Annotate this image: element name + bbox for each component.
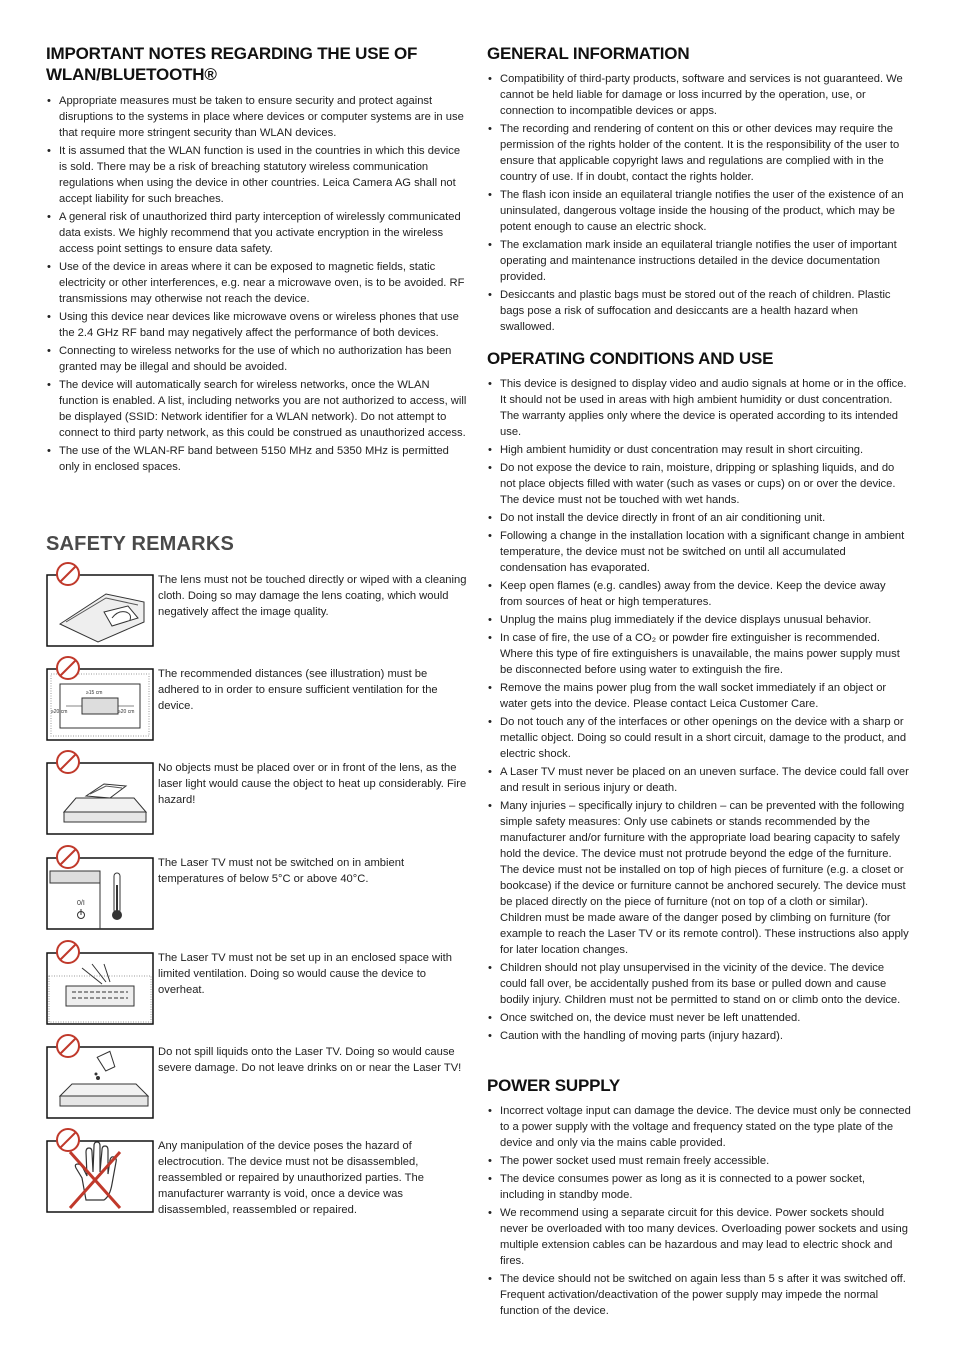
safety-item — [46, 656, 470, 740]
list-item: • In case of fire, the use of a CO₂ or powder fire extinguisher is recommended. Where this type of fire extinguishers is unavailable, the mains power supply must be disconnected before using water to extinguish the fire. — [487, 630, 911, 678]
list-item: • Use of the device in areas where it can be exposed to magnetic fields, static electricity or other interferences, e.g. near a microwave oven, is to be avoided. RF transmissions may otherwise not reach the device. — [46, 259, 470, 307]
list-item: • Remove the mains power plug from the wall socket immediately if an object or water gets into the device. Please contact Leica Customer Care. — [487, 680, 911, 712]
power-list — [487, 1103, 911, 1321]
list-item: • It is assumed that the WLAN function is used in the countries in which this device is sold. There may be a risk of breaching statutory wireless communication regulations when using the device in other countries. Leica Camera AG shall not accept liability for such breaches. — [46, 143, 470, 207]
wlan-list — [46, 93, 470, 477]
list-item: • The device will automatically search for wireless networks, once the WLAN function is enabled. A list, including networks you are not authorized to access, will be displayed (SSID: Network identifier for a WLAN network). Do not attempt to connect to third party network, as this could be construed as unauthorized access. — [46, 377, 470, 441]
list-item: • The device should not be switched on again less than 5 s after it was switched off. Frequent activation/deactivation of the power supply may impede the normal function of the device. — [487, 1271, 911, 1319]
list-item: • Desiccants and plastic bags must be stored out of the reach of children. Plastic bags pose a risk of suffocation and desiccants are a health hazard when swallowed. — [487, 287, 911, 335]
svg-text:0/I: 0/I — [77, 900, 85, 907]
enclosed-space-prohibited-icon — [46, 940, 154, 1024]
list-item: • This device is designed to display video and audio signals at home or in the office. It should not be used in areas with high ambient humidity or dust concentration. The warranty applies only where the device is operated according to its intended use. — [487, 376, 911, 440]
safety-title: SAFETY REMARKS — [46, 533, 235, 555]
safety-item — [46, 1128, 470, 1216]
list-item: • Compatibility of third-party products, software and services is not guaranteed. We cannot be held liable for damage or loss incurred by the operation, use, or connection to incompatible devices or apps. — [487, 71, 911, 119]
safety-item — [46, 562, 470, 646]
list-item: • Do not install the device directly in front of an air conditioning unit. — [487, 510, 911, 526]
distance-label-left: ≥20 cm — [51, 709, 68, 715]
spill-liquid-prohibited-icon — [46, 1034, 154, 1118]
list-item: • The device consumes power as long as it is connected to a power socket, including in standby mode. — [487, 1171, 911, 1203]
general-title: GENERAL INFORMATION — [487, 44, 690, 63]
list-item: • We recommend using a separate circuit for this device. Power sockets should never be overloaded with too many devices. Overloading power sockets and using multiple extension cables can be hazardous and may lead to electric shock and fires. — [487, 1205, 911, 1269]
list-item: • Appropriate measures must be taken to ensure security and protect against disruptions to the systems in place where devices or computer systems are in use that require more stringent security than WLAN devices. — [46, 93, 470, 141]
safety-text: No objects must be placed over or in front of the lens, as the laser light would cause the object to heat up considerably. Fire hazard! — [158, 762, 467, 806]
safety-text: The Laser TV must not be switched on in ambient temperatures of below 5°C or above 40°C. — [158, 857, 405, 885]
safety-item — [46, 845, 470, 929]
list-item: • Children should not play unsupervised in the vicinity of the device. The device could fall over, be accidentally pushed from its base or pulled down and cause bodily injury. Children must not be permitted to stand on or climb onto the device. — [487, 960, 911, 1008]
list-item: • Following a change in the installation location with a significant change in ambient temperature, the device must not be switched on until all accumulated condensation has evaporated. — [487, 528, 911, 576]
list-item: • Incorrect voltage input can damage the device. The device must only be connected to a power supply with the voltage and frequency stated on the type plate of the device and only via the mains cable provided. — [487, 1103, 911, 1151]
list-item: • A general risk of unauthorized third party interception of wirelessly communicated data exists. We highly recommend that you activate encryption in the wireless access point settings to ensure data safety. — [46, 209, 470, 257]
safety-item — [46, 750, 470, 834]
safety-text: The lens must not be touched directly or wiped with a cleaning cloth. Doing so may damage the lens coating, which would negatively affect the image quality. — [158, 574, 467, 618]
temperature-prohibited-icon — [46, 845, 154, 929]
power-title: POWER SUPPLY — [487, 1076, 621, 1095]
wlan-title: IMPORTANT NOTES REGARDING THE USE OF WLAN/BLUETOOTH® — [46, 44, 418, 84]
list-item: • Caution with the handling of moving parts (injury hazard). — [487, 1028, 911, 1044]
list-item: • Do not expose the device to rain, moisture, dripping or splashing liquids, and do not place objects filled with water (such as vases or cups) on or over the device. The device must not be touched with wet hands. — [487, 460, 911, 508]
safety-item — [46, 1034, 470, 1118]
no-objects-on-lens-icon — [46, 750, 154, 834]
safety-text: Do not spill liquids onto the Laser TV. Doing so would cause severe damage. Do not leave drinks on or near the Laser TV! — [158, 1046, 462, 1074]
safety-text: The Laser TV must not be set up in an enclosed space with limited ventilation. Doing so would cause the device to overheat. — [158, 952, 452, 996]
list-item: • Do not touch any of the interfaces or other openings on the device with a sharp or metallic object. Doing so could result in a short circuit, damage to the product, and electric shock. — [487, 714, 911, 762]
lens-wipe-prohibited-icon — [46, 562, 154, 646]
list-item: • Many injuries – specifically injury to children – can be prevented with the following simple safety measures: Only use cabinets or stands recommended by the manufacturer and/or furniture with the appropriate load bearing capacity to safely hold the device. The device must not protrude beyond the edge of the furniture. The device must not be installed on top of high pieces of furniture (e.g. a closet or bookcase) if the device or furniture cannot be anchored securely. The device must be placed directly on the piece of furniture (not on top of a cloth or similar). Children must be made aware of the danger posed by climbing on furniture (for example to reach the Laser TV or its remote control). These instructions also apply for later location changes. — [487, 798, 911, 958]
safety-item — [46, 940, 470, 1024]
ventilation-distance-icon — [46, 656, 154, 740]
list-item: • The flash icon inside an equilateral triangle notifies the user of the existence of an uninsulated, dangerous voltage inside the housing of the product, which may be potent enough to cause an electric shock. — [487, 187, 911, 235]
list-item: • The use of the WLAN-RF band between 5150 MHz and 5350 MHz is permitted only in enclosed spaces. — [46, 443, 470, 475]
manipulation-prohibited-icon — [46, 1128, 154, 1212]
safety-text: The recommended distances (see illustration) must be adhered to in order to ensure sufficient ventilation for the device. — [158, 668, 438, 712]
list-item: • A Laser TV must never be placed on an uneven surface. The device could fall over and result in serious injury or death. — [487, 764, 911, 796]
operating-list — [487, 376, 911, 1046]
list-item: • Connecting to wireless networks for the use of which no authorization has been granted may be illegal and should be avoided. — [46, 343, 470, 375]
general-list — [487, 71, 911, 337]
list-item: • Using this device near devices like microwave ovens or wireless phones that use the 2.4 GHz RF band may negatively affect the performance of both devices. — [46, 309, 470, 341]
distance-label-right: ≥20 cm — [118, 709, 135, 715]
operating-title: OPERATING CONDITIONS AND USE — [487, 349, 774, 368]
list-item: • Unplug the mains plug immediately if the device displays unusual behavior. — [487, 612, 911, 628]
list-item: • Keep open flames (e.g. candles) away from the device. Keep the device away from sources of heat or high temperatures. — [487, 578, 911, 610]
list-item: • The recording and rendering of content on this or other devices may require the permission of the rights holder of the content. It is the responsibility of the user to ensure that applicable copyright laws and regulations are complied with in the country of use. If in doubt, contact the rights holder. — [487, 121, 911, 185]
list-item: • Once switched on, the device must never be left unattended. — [487, 1010, 911, 1026]
safety-text: Any manipulation of the device poses the hazard of electrocution. The device must not be disassembled, reassembled or repaired by unauthorized parties. The manufacturer warranty is void, once a device was disassembled, reassembled or repaired. — [158, 1140, 424, 1216]
list-item: • The power socket used must remain freely accessible. — [487, 1153, 911, 1169]
distance-label-top: ≥15 cm — [86, 690, 103, 696]
list-item: • High ambient humidity or dust concentration may result in short circuiting. — [487, 442, 911, 458]
list-item: • The exclamation mark inside an equilateral triangle notifies the user of important operating and maintenance instructions detailed in the device documentation provided. — [487, 237, 911, 285]
